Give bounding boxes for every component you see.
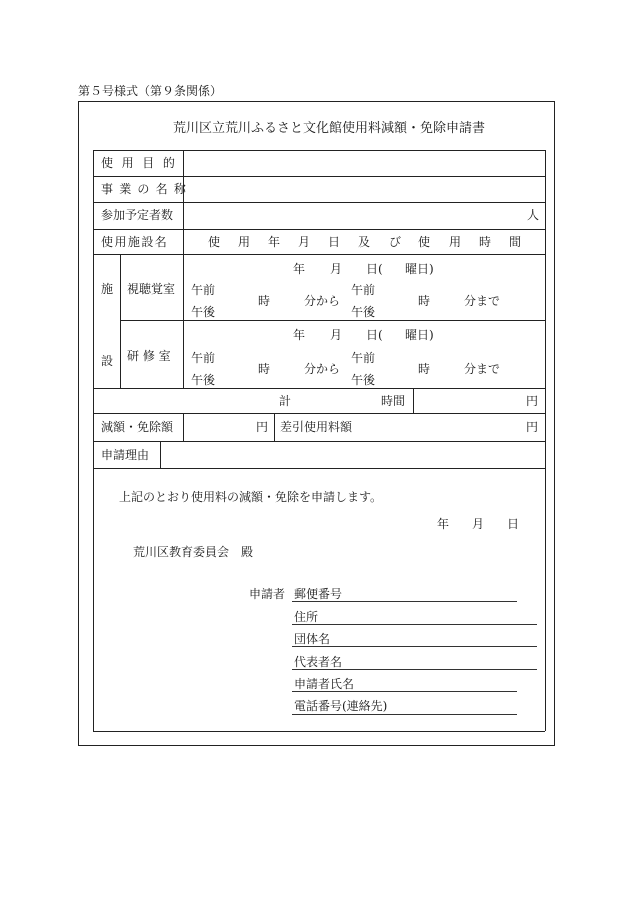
net-fee-label: 差引使用料額: [280, 420, 353, 434]
applicant-organization-label: 団体名: [294, 632, 331, 646]
room2-until: 分まで: [464, 362, 501, 376]
facility-group-label-bottom: 設: [101, 354, 114, 368]
table-line: [93, 468, 545, 469]
usage-time-header-10: 間: [509, 235, 522, 249]
table-line: [274, 413, 275, 441]
room2-end-pm[interactable]: 午後: [351, 373, 376, 387]
usage-time-header-8: 用: [449, 235, 462, 249]
applicant-representative-label: 代表者名: [294, 655, 343, 669]
applicant-name-line[interactable]: [292, 691, 517, 692]
room1-until: 分まで: [464, 294, 501, 308]
room1-month: 月: [330, 262, 343, 276]
reason-label: 申請理由: [101, 448, 150, 462]
net-fee-yen-unit: 円: [526, 420, 539, 434]
room2-start-pm[interactable]: 午後: [191, 373, 216, 387]
room2-from: 分から: [304, 362, 341, 376]
applicant-label: 申請者: [249, 587, 286, 601]
reason-field[interactable]: [162, 443, 543, 466]
date-year: 年: [437, 517, 450, 531]
room1-weekday: 曜日): [405, 262, 434, 276]
facility-group-label-top: 施: [101, 282, 114, 296]
room2-month: 月: [330, 328, 343, 342]
total-hours-unit: 時間: [381, 394, 406, 408]
applicant-name-label: 申請者氏名: [294, 677, 355, 691]
table-line: [93, 413, 545, 414]
room1-end-pm[interactable]: 午後: [351, 305, 376, 319]
declaration-text: 上記のとおり使用料の減額・免除を申請します。: [119, 490, 383, 504]
purpose-label: 使 用 目 的: [101, 156, 178, 170]
form-title: 荒川区立荒川ふるさと文化館使用料減額・免除申請書: [173, 121, 486, 136]
participants-unit: 人: [527, 208, 540, 222]
reduction-label: 減額・免除額: [101, 420, 174, 434]
participants-field[interactable]: [185, 204, 515, 226]
usage-time-header-7: 使: [418, 235, 431, 249]
date-month: 月: [472, 517, 485, 531]
applicant-postal-code-line[interactable]: [292, 601, 517, 602]
table-line: [93, 150, 94, 731]
applicant-phone-line[interactable]: [292, 714, 517, 715]
applicant-organization-line[interactable]: [292, 646, 537, 647]
usage-time-header-9: 時: [479, 235, 492, 249]
room2-year: 年: [293, 328, 306, 342]
room1-year: 年: [293, 262, 306, 276]
reduction-yen-unit: 円: [256, 420, 269, 434]
table-line: [93, 176, 545, 177]
applicant-representative-line[interactable]: [292, 669, 537, 670]
table-line: [93, 731, 545, 732]
facility-label: 使用施設名: [101, 235, 169, 249]
room2-start-am[interactable]: 午前: [191, 351, 216, 365]
table-line: [183, 254, 184, 388]
usage-time-header-4: 日: [328, 235, 341, 249]
participants-label: 参加予定者数: [101, 208, 174, 222]
table-line: [413, 388, 414, 413]
applicant-address-line[interactable]: [292, 624, 537, 625]
table-line: [183, 413, 184, 441]
total-yen-unit: 円: [526, 394, 539, 408]
table-line: [545, 150, 546, 731]
room1-end-hour: 時: [418, 294, 431, 308]
addressee: 荒川区教育委員会 殿: [133, 545, 254, 559]
room2-day: 日(: [366, 328, 383, 342]
date-day: 日: [507, 517, 520, 531]
room-name-training: 研 修 室: [127, 349, 171, 363]
room1-start-am[interactable]: 午前: [191, 283, 216, 297]
table-line: [160, 441, 161, 468]
table-line: [120, 254, 121, 388]
room2-start-hour: 時: [258, 362, 271, 376]
room1-day: 日(: [366, 262, 383, 276]
event-name-label: 事 業 の 名 称: [101, 182, 188, 196]
usage-time-header-3: 月: [298, 235, 311, 249]
usage-time-header-6: び: [389, 235, 402, 249]
room1-start-hour: 時: [258, 294, 271, 308]
applicant-address-label: 住所: [294, 610, 319, 624]
form-number: 第５号様式（第９条関係）: [78, 84, 223, 98]
room2-end-am[interactable]: 午前: [351, 351, 376, 365]
purpose-field[interactable]: [185, 152, 543, 174]
table-line: [93, 229, 545, 230]
table-line: [93, 254, 545, 255]
room1-end-am[interactable]: 午前: [351, 283, 376, 297]
usage-time-header-5: 及: [358, 235, 371, 249]
room2-end-hour: 時: [418, 362, 431, 376]
table-line: [93, 388, 545, 389]
table-line: [93, 150, 545, 151]
applicant-phone-label: 電話番号(連絡先): [294, 699, 388, 713]
total-label: 計: [279, 394, 292, 408]
applicant-postal-code-label: 郵便番号: [294, 587, 343, 601]
table-line: [93, 202, 545, 203]
usage-time-header-2: 年: [268, 235, 281, 249]
room1-from: 分から: [304, 294, 341, 308]
event-name-field[interactable]: [185, 178, 543, 200]
table-line: [183, 150, 184, 254]
room2-weekday: 曜日): [405, 328, 434, 342]
room1-start-pm[interactable]: 午後: [191, 305, 216, 319]
usage-time-header-1: 用: [238, 235, 251, 249]
room-name-audiovisual: 視聴覚室: [127, 282, 176, 296]
usage-time-header-0: 使: [208, 235, 221, 249]
